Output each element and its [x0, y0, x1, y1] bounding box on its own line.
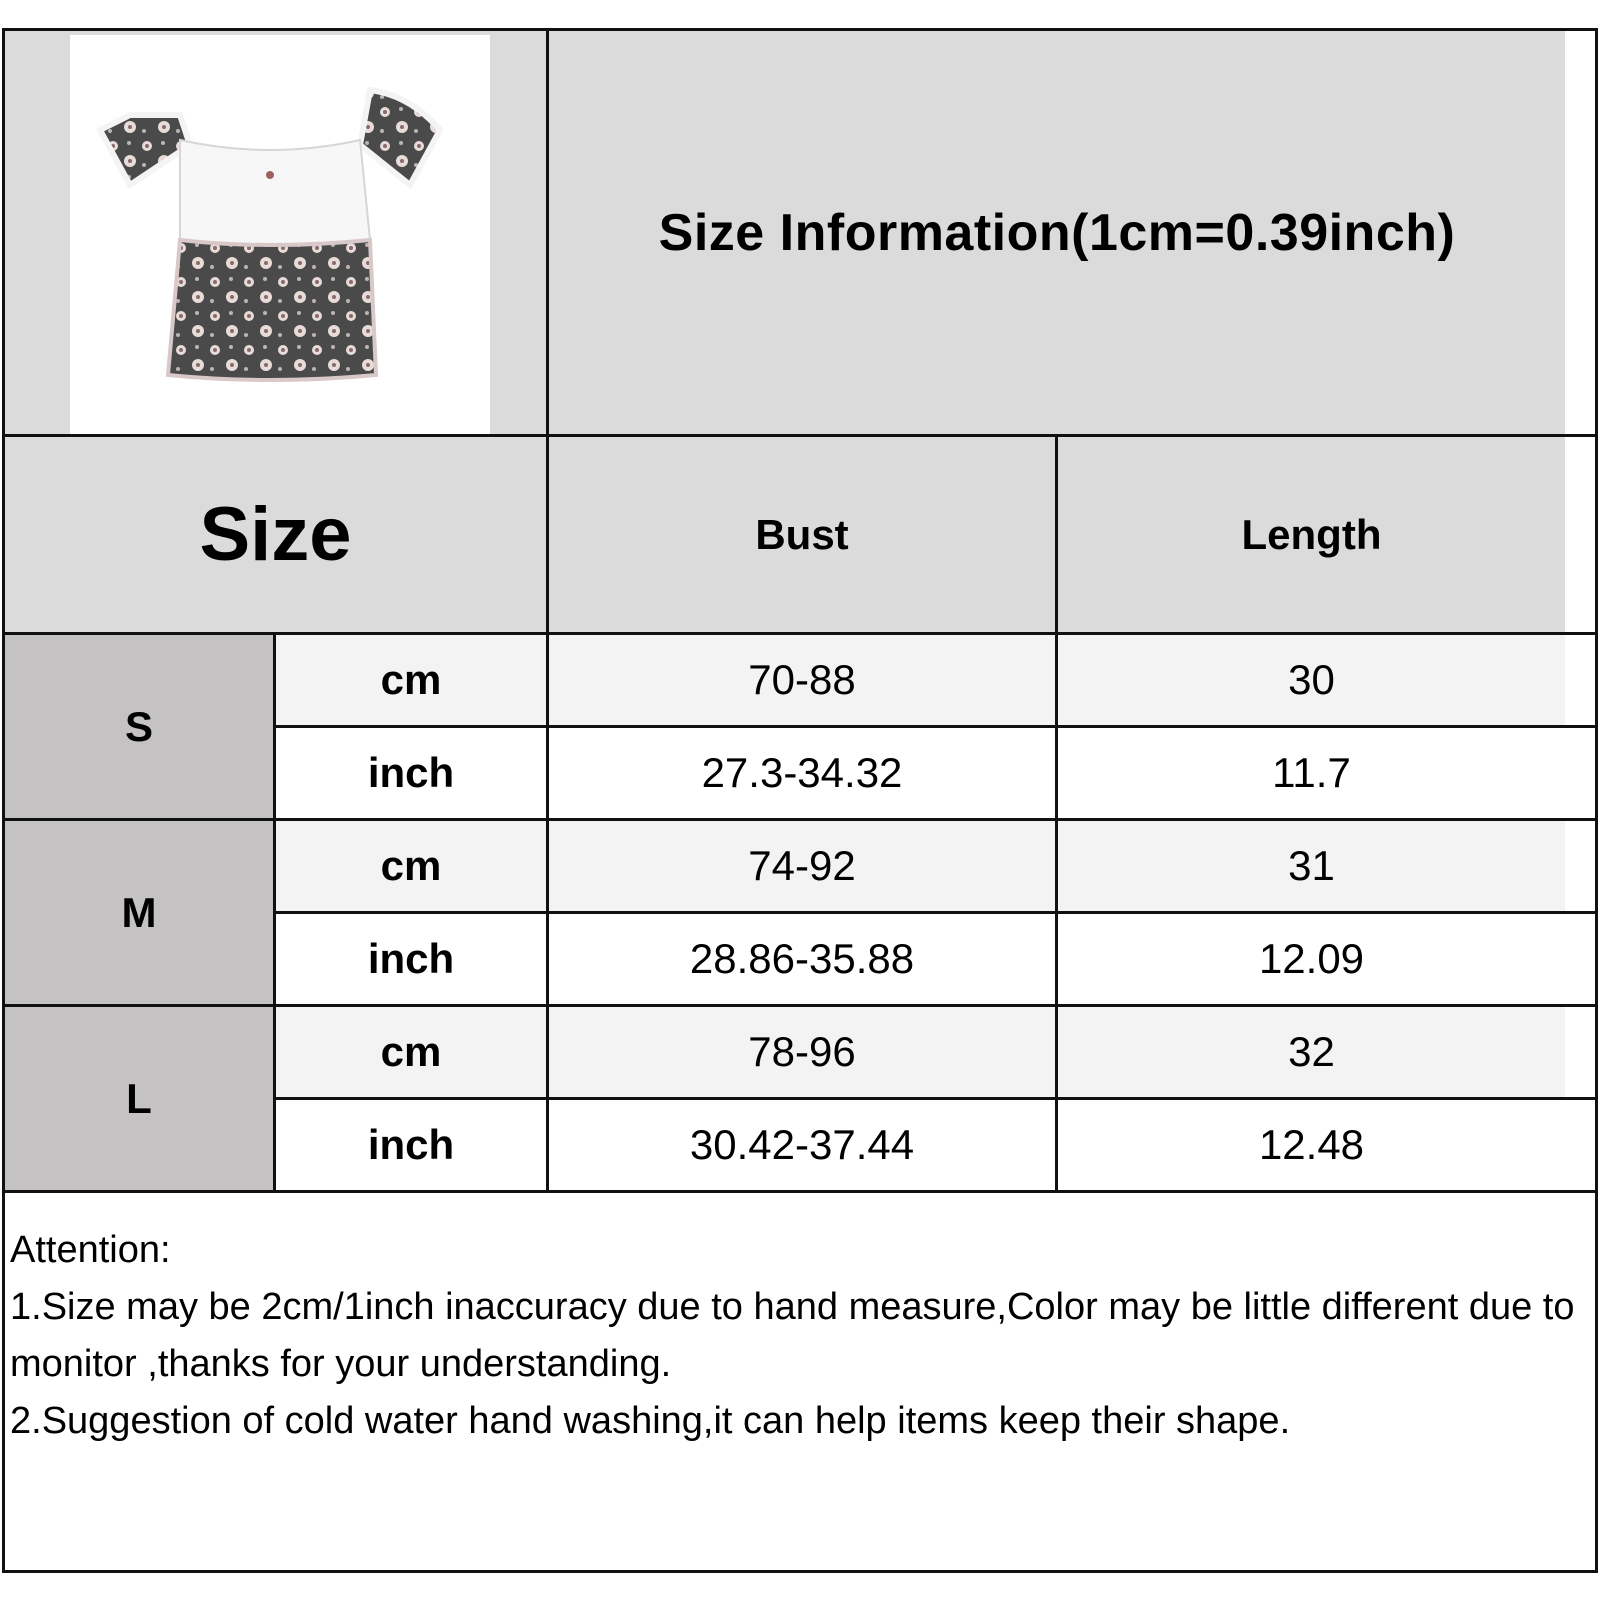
- m-cm-bust: 74-92: [748, 842, 856, 889]
- bust-header: Bust: [755, 510, 849, 558]
- length-header-cell: [1058, 437, 1565, 632]
- m-inch-length-cell: [1058, 914, 1565, 1004]
- size-header-cell: [5, 437, 546, 632]
- attention-notes: [10, 1222, 1590, 1450]
- divider: [2, 632, 1598, 635]
- m-inch-length: 12.09: [1258, 935, 1365, 982]
- m-cm-unit-cell: [276, 821, 546, 911]
- l-inch-bust: 30.42-37.44: [689, 1121, 915, 1168]
- s-cm-bust: 70-88: [748, 656, 856, 703]
- chart-title: Size Information(1cm=0.39inch): [658, 203, 1456, 262]
- divider: [546, 28, 549, 1193]
- title-cell: [549, 31, 1565, 434]
- l-inch-unit: inch: [367, 1121, 455, 1168]
- attention-heading: Attention:: [10, 1229, 171, 1271]
- m-inch-bust-cell: [549, 914, 1055, 1004]
- m-cm-bust-cell: [549, 821, 1055, 911]
- bust-header-cell: [549, 437, 1055, 632]
- size-s-label: S: [124, 702, 153, 750]
- m-cm-length-cell: [1058, 821, 1565, 911]
- l-inch-bust-cell: [549, 1100, 1055, 1190]
- size-l-label: L: [126, 1074, 152, 1122]
- s-cm-length-cell: [1058, 635, 1565, 725]
- s-inch-length-cell: [1058, 728, 1565, 818]
- length-header: Length: [1241, 510, 1382, 558]
- l-inch-unit-cell: [276, 1100, 546, 1190]
- m-inch-unit: inch: [367, 935, 455, 982]
- attention-line-1: 1.Size may be 2cm/1inch inaccuracy due to hand measure,Color may be little different due to monitor ,thanks for your understanding.: [10, 1286, 1575, 1385]
- size-m-cell: [5, 821, 273, 1004]
- s-cm-unit: cm: [380, 656, 442, 703]
- m-cm-unit: cm: [380, 842, 442, 889]
- l-inch-length: 12.48: [1258, 1121, 1365, 1168]
- divider: [2, 434, 1598, 437]
- m-inch-bust: 28.86-35.88: [689, 935, 915, 982]
- m-inch-unit-cell: [276, 914, 546, 1004]
- l-cm-length-cell: [1058, 1007, 1565, 1097]
- product-image: [70, 35, 490, 435]
- s-cm-length: 30: [1288, 656, 1335, 703]
- s-inch-bust: 27.3-34.32: [701, 749, 903, 796]
- s-cm-unit-cell: [276, 635, 546, 725]
- size-s-cell: [5, 635, 273, 818]
- size-m-label: M: [121, 888, 157, 936]
- l-cm-unit-cell: [276, 1007, 546, 1097]
- divider: [273, 725, 1598, 728]
- l-cm-bust-cell: [549, 1007, 1055, 1097]
- divider: [2, 1004, 1598, 1007]
- l-inch-length-cell: [1058, 1100, 1565, 1190]
- m-cm-length: 31: [1288, 842, 1335, 889]
- l-cm-unit: cm: [380, 1028, 442, 1075]
- size-l-cell: [5, 1007, 273, 1190]
- divider: [1055, 434, 1058, 1193]
- s-inch-unit-cell: [276, 728, 546, 818]
- l-cm-bust: 78-96: [748, 1028, 856, 1075]
- s-inch-bust-cell: [549, 728, 1055, 818]
- s-inch-unit: inch: [367, 749, 455, 796]
- size-header: Size: [199, 492, 352, 577]
- l-cm-length: 32: [1288, 1028, 1335, 1075]
- divider: [2, 818, 1598, 821]
- attention-line-2: 2.Suggestion of cold water hand washing,it can help items keep their shape.: [10, 1400, 1291, 1442]
- floral-crop-top-icon: [70, 35, 490, 435]
- s-inch-length: 11.7: [1272, 749, 1351, 796]
- divider: [273, 1097, 1598, 1100]
- s-cm-bust-cell: [549, 635, 1055, 725]
- divider: [2, 1190, 1598, 1193]
- divider: [273, 632, 276, 1193]
- divider: [273, 911, 1598, 914]
